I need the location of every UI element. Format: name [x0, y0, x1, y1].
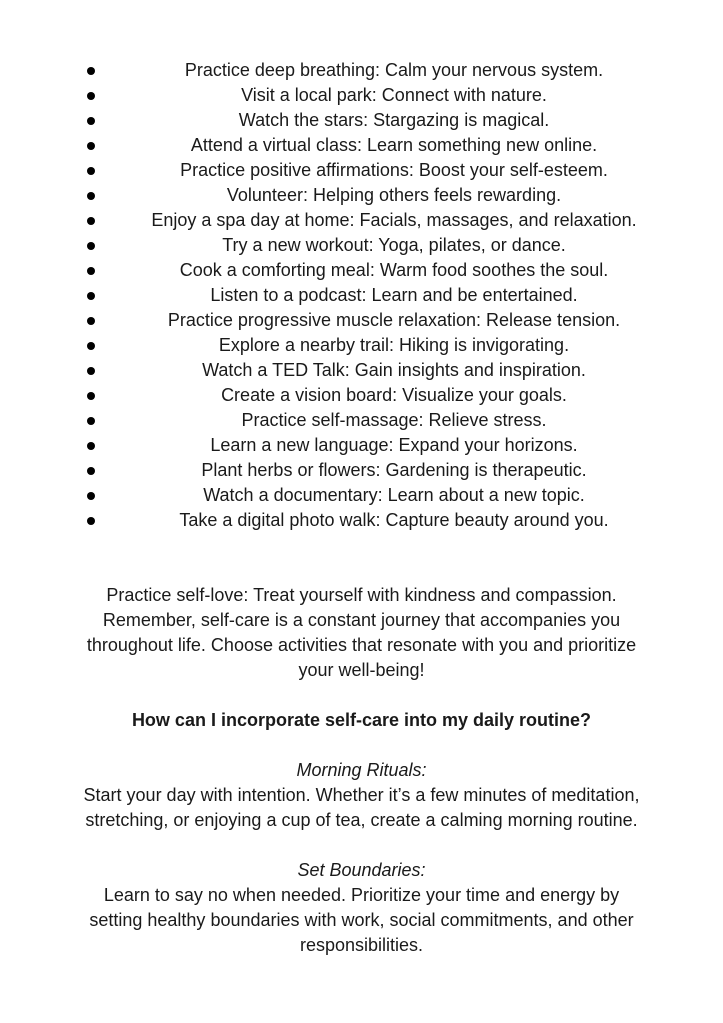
list-item	[0, 433, 723, 458]
list-item-text: Create a vision board: Visualize your goals.	[221, 385, 567, 405]
section-heading: How can I incorporate self-care into my daily routine?	[131, 710, 592, 730]
list-item-text: Enjoy a spa day at home: Facials, massages, and relaxation.	[151, 210, 637, 230]
list-item	[0, 233, 723, 258]
list-item	[0, 508, 723, 533]
bullet-icon	[87, 492, 95, 500]
list-item-text: Watch a TED Talk: Gain insights and inspiration.	[202, 360, 586, 380]
list-item	[0, 183, 723, 208]
bullet-icon	[87, 367, 95, 375]
bullet-icon	[87, 217, 95, 225]
bullet-icon	[87, 292, 95, 300]
bullet-icon	[87, 342, 95, 350]
bullet-icon	[87, 67, 95, 75]
list-item	[0, 83, 723, 108]
list-item	[0, 283, 723, 308]
list-item	[0, 333, 723, 358]
list-item	[0, 358, 723, 383]
bullet-icon	[87, 467, 95, 475]
list-item-text: Watch a documentary: Learn about a new topic.	[203, 485, 585, 505]
list-item	[0, 408, 723, 433]
list-item	[0, 258, 723, 283]
list-item	[0, 133, 723, 158]
bullet-icon	[87, 92, 95, 100]
bullet-icon	[87, 192, 95, 200]
list-item	[0, 158, 723, 183]
list-item-text: Visit a local park: Connect with nature.	[241, 85, 547, 105]
bullet-icon	[87, 517, 95, 525]
self-care-activity-list	[0, 58, 723, 533]
bullet-icon	[87, 117, 95, 125]
bullet-icon	[87, 442, 95, 450]
list-item-text: Plant herbs or flowers: Gardening is therapeutic.	[201, 460, 587, 480]
list-item	[0, 308, 723, 333]
set-boundaries-title: Set Boundaries:	[297, 860, 426, 880]
morning-rituals-title: Morning Rituals:	[296, 760, 427, 780]
list-item-text: Try a new workout: Yoga, pilates, or dance.	[222, 235, 566, 255]
intro-paragraph: Practice self-love: Treat yourself with kindness and compassion. Remember, self-care is a constant journey that accompanies you throughout life. Choose activities that resonate with you and prioritize your well-being!	[86, 585, 637, 680]
list-item-text: Listen to a podcast: Learn and be entertained.	[210, 285, 578, 305]
list-item-text: Take a digital photo walk: Capture beauty around you.	[179, 510, 609, 530]
list-item	[0, 108, 723, 133]
bullet-icon	[87, 242, 95, 250]
bullet-icon	[87, 267, 95, 275]
list-item-text: Watch the stars: Stargazing is magical.	[238, 110, 550, 130]
list-item-text: Explore a nearby trail: Hiking is invigorating.	[218, 335, 570, 355]
morning-rituals-body: Start your day with intention. Whether it’s a few minutes of meditation, stretching, or enjoying a cup of tea, create a calming morning routine.	[83, 785, 640, 830]
bullet-icon	[87, 142, 95, 150]
bullet-icon	[87, 317, 95, 325]
list-item	[0, 383, 723, 408]
list-item-text: Practice positive affirmations: Boost your self-esteem.	[180, 160, 608, 180]
list-item-text: Practice progressive muscle relaxation: Release tension.	[167, 310, 621, 330]
list-item	[0, 458, 723, 483]
list-item	[0, 483, 723, 508]
set-boundaries-body: Learn to say no when needed. Prioritize your time and energy by setting healthy boundaries with work, social commitments, and other responsibilities.	[89, 885, 634, 955]
list-item-text: Volunteer: Helping others feels rewarding.	[226, 185, 562, 205]
list-item-text: Practice deep breathing: Calm your nervous system.	[184, 60, 604, 80]
list-item-text: Attend a virtual class: Learn something new online.	[190, 135, 598, 155]
list-item-text: Cook a comforting meal: Warm food soothes the soul.	[179, 260, 609, 280]
list-item	[0, 58, 723, 83]
list-item-text: Learn a new language: Expand your horizons.	[210, 435, 578, 455]
list-item-text: Practice self-massage: Relieve stress.	[241, 410, 547, 430]
bullet-icon	[87, 392, 95, 400]
bullet-icon	[87, 167, 95, 175]
bullet-icon	[87, 417, 95, 425]
list-item	[0, 208, 723, 233]
